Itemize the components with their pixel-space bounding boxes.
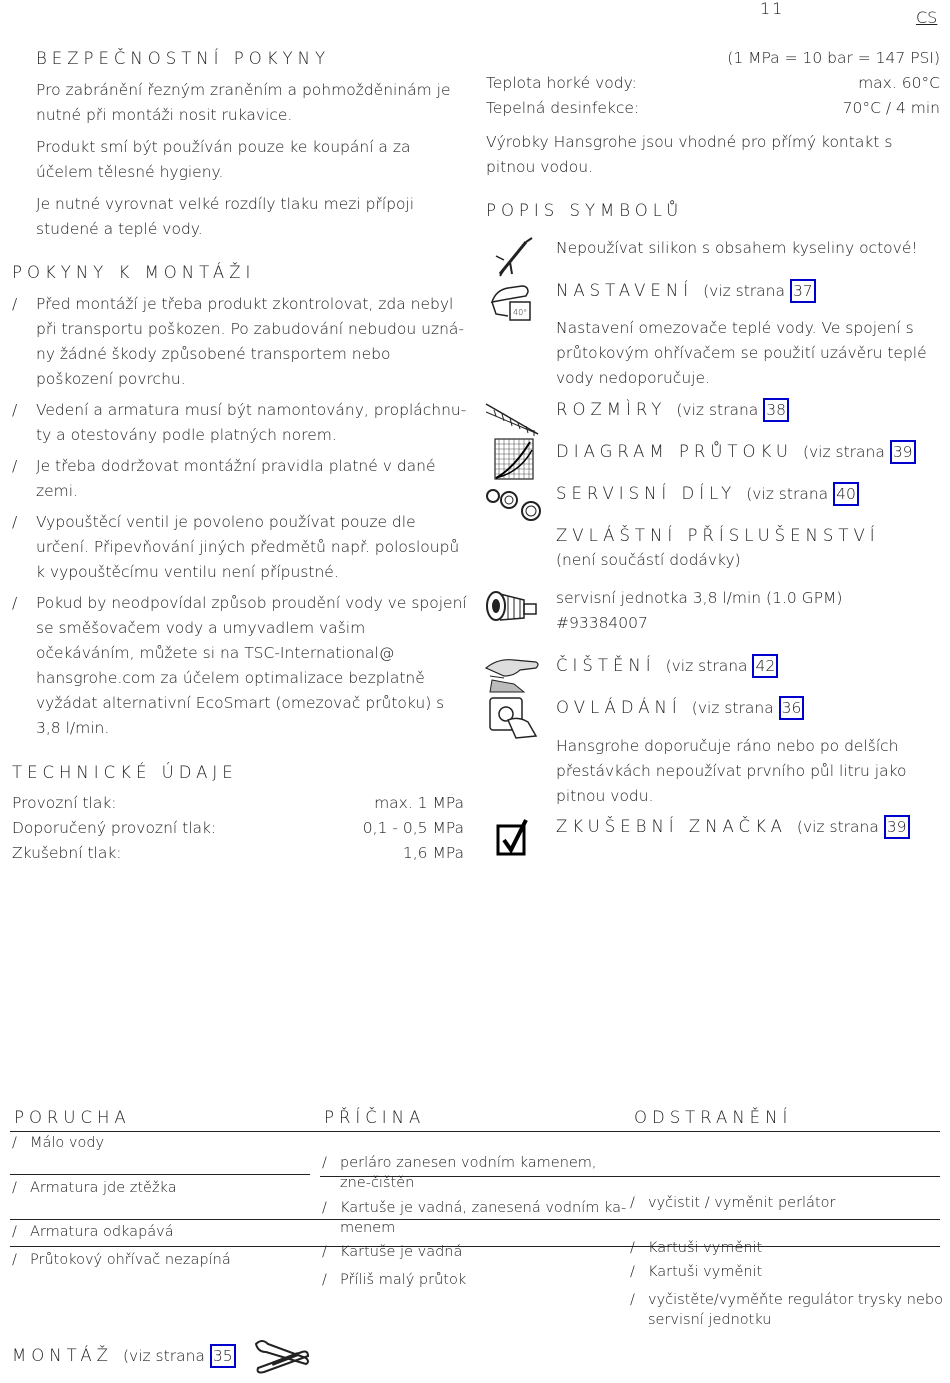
flow-row bbox=[556, 439, 916, 465]
viz-label: (viz strana bbox=[691, 699, 774, 717]
safety-heading: BEZPEČNOSTNÍ POKYNY bbox=[36, 49, 331, 68]
tech-value: 0,1 - 0,5 MPa bbox=[362, 819, 464, 837]
tech-row bbox=[486, 71, 940, 96]
list-item: / Je třeba dodržovat montážní pravidla platné v dané zemi. bbox=[12, 457, 436, 500]
cause-text: perláro zanesen vodním kamenem, zne-čištěn bbox=[340, 1155, 597, 1191]
service-parts-icon bbox=[484, 484, 544, 524]
tech-heading: TECHNICKÉ ÚDAJE bbox=[12, 763, 238, 782]
safety-paragraph: Je nutné vyrovnat velké rozdíly tlaku mezi přípoji studené a teplé vody. bbox=[36, 195, 415, 238]
setting-title: NASTAVENÍ bbox=[556, 281, 694, 300]
page-ref-link[interactable]: 38 bbox=[763, 398, 789, 422]
test-mark-title: ZKUŠEBNÍ ZNAČKA bbox=[556, 817, 787, 836]
flow-diagram-icon bbox=[494, 438, 534, 480]
page-ref-link[interactable]: 42 bbox=[752, 654, 778, 678]
divider bbox=[320, 1176, 940, 1177]
page-ref-link[interactable]: 37 bbox=[790, 279, 816, 303]
tech-row bbox=[486, 96, 940, 121]
page-ref-link[interactable]: 39 bbox=[890, 440, 916, 464]
setting-text: Nastavení omezovače teplé vody. Ve spojení s průtokovým ohřívačem se použití uzávěru teplé vody nedoporučuje. bbox=[556, 319, 927, 387]
pressure-conversion: (1 MPa = 10 bar = 147 PSI) bbox=[727, 49, 940, 67]
fault-text: Málo vody bbox=[30, 1135, 105, 1151]
tech-label: Doporučený provozní tlak: bbox=[12, 819, 217, 837]
service-unit-line2: #93384007 bbox=[556, 614, 648, 632]
tech-continued bbox=[486, 46, 940, 180]
viz-label: (viz strana bbox=[665, 657, 748, 675]
cause-cell: / Kartuše je vadná, zanesená vodním ka-menem bbox=[322, 1200, 627, 1236]
assembly-title: MONTÁŽ bbox=[12, 1346, 113, 1365]
list-item: / Před montáží je třeba produkt zkontrolovat, zda nebyl při transportu poškozen. Po zabudování nebudou uzná-ny žádné škody způsobené transportem nebo poškození povrchu. bbox=[12, 295, 464, 388]
tech-table bbox=[12, 791, 464, 866]
tech-value: 70°C / 4 min bbox=[842, 99, 940, 117]
aerator-icon bbox=[484, 588, 544, 632]
operation-title: OVLÁDÁNÍ bbox=[556, 698, 682, 717]
hand-adjust-icon bbox=[488, 280, 538, 324]
viz-label: (viz strana bbox=[676, 401, 759, 419]
remedy-text: Kartuši vyměnit bbox=[648, 1264, 763, 1280]
list-item: / Vypouštěcí ventil je povoleno používat pouze dle určení. Připevňování jiných předmětů např. polosloupů k vypouštěcímu ventilu není přípustné. bbox=[12, 513, 460, 581]
tech-label: Provozní tlak: bbox=[12, 794, 117, 812]
tech-row bbox=[12, 816, 464, 841]
tech-row bbox=[12, 841, 464, 866]
fault-text: Armatura jde ztěžka bbox=[30, 1180, 177, 1196]
list-item: / Vedení a armatura musí být namontovány, propláchnu-ty a otestovány podle platných norem. bbox=[12, 401, 467, 444]
assembly-row bbox=[12, 1343, 236, 1369]
safety-paragraph: Produkt smí být používán pouze ke koupání a za účelem tělesné hygieny. bbox=[36, 138, 411, 181]
remedy-cell: / Kartuši vyměnit bbox=[630, 1240, 763, 1256]
cleaning-hand-icon bbox=[484, 654, 542, 694]
fault-text: Průtokový ohřívač nezapíná bbox=[30, 1252, 231, 1268]
service-unit-line1: servisní jednotka 3,8 l/min (1.0 GPM) bbox=[556, 589, 843, 607]
remedy-text: vyčistěte/vyměňte regulátor trysky nebo servisní jednotku bbox=[648, 1292, 943, 1328]
operation-text: Hansgrohe doporučuje ráno nebo po delších přestávkách nepoužívat prvního půl litru jako pitnou vodu. bbox=[556, 737, 907, 805]
remedy-text: vyčistit / vyměnit perlátor bbox=[648, 1195, 836, 1211]
dimensions-row bbox=[556, 397, 789, 423]
list-item-text: Je třeba dodržovat montážní pravidla platné v dané zemi. bbox=[36, 457, 436, 500]
service-row bbox=[556, 481, 859, 507]
page-ref-link[interactable]: 35 bbox=[210, 1344, 236, 1368]
flow-title: DIAGRAM PRŮTOKU bbox=[556, 442, 793, 461]
viz-label: (viz strana bbox=[703, 282, 785, 300]
page-ref-link[interactable]: 40 bbox=[833, 482, 859, 506]
accessories-subtitle: (není součástí dodávky) bbox=[556, 551, 741, 569]
cleaning-row bbox=[556, 653, 778, 679]
page-number: 11 bbox=[760, 0, 785, 18]
cause-text: Kartuše je vadná bbox=[340, 1244, 463, 1260]
wrench-icon bbox=[252, 1336, 312, 1376]
silicone-warning: Nepoužívat silikon s obsahem kyseliny octové! bbox=[556, 239, 918, 257]
remedy-text: Kartuši vyměnit bbox=[648, 1240, 763, 1256]
drinking-water-note: Výrobky Hansgrohe jsou vhodné pro přímý kontakt s pitnou vodou. bbox=[486, 133, 893, 176]
mounting-list bbox=[12, 292, 468, 747]
cleaning-title: ČIŠTĚNÍ bbox=[556, 656, 656, 675]
cause-cell: / Kartuše je vadná bbox=[322, 1244, 463, 1260]
trouble-header-cause: PŘÍČINA bbox=[324, 1108, 426, 1127]
silicone-gun-icon bbox=[490, 236, 536, 278]
mounting-heading: POKYNY K MONTÁŽI bbox=[12, 263, 256, 282]
list-item-text: Vedení a armatura musí být namontovány, propláchnu-ty a otestovány podle platných norem. bbox=[36, 401, 467, 444]
remedy-cell: / vyčistit / vyměnit perlátor bbox=[630, 1195, 836, 1211]
safety-paragraphs bbox=[36, 78, 464, 242]
operation-hand-icon bbox=[488, 696, 540, 740]
divider bbox=[10, 1131, 940, 1132]
divider bbox=[10, 1246, 940, 1247]
cause-cell: / perláro zanesen vodním kamenem, zne-čištěn bbox=[322, 1155, 597, 1191]
cause-cell: / Příliš malý průtok bbox=[322, 1272, 467, 1288]
setting-row bbox=[556, 278, 816, 304]
viz-label: (viz strana bbox=[122, 1347, 205, 1365]
list-item-text: Před montáží je třeba produkt zkontrolovat, zda nebyl při transportu poškozen. Po zabudování nebudou uzná-ny žádné škody způsobené transportem nebo poškození povrchu. bbox=[36, 295, 464, 388]
remedy-cell: / Kartuši vyměnit bbox=[630, 1264, 763, 1280]
service-unit bbox=[556, 586, 842, 636]
operation-row bbox=[556, 695, 804, 721]
fault-cell: / Průtokový ohřívač nezapíná bbox=[12, 1252, 231, 1268]
list-item-text: Pokud by neodpovídal způsob proudění vody ve spojení se směšovačem vody a umyvadlem vašim očekáváním, můžete si na TSC-International@ hansgrohe.com za účelem optimalizace bezplatně vyžádat alternativní EcoSmart (omezovač průtoku) s 3,8 l/min. bbox=[36, 594, 467, 737]
viz-label: (viz strana bbox=[802, 443, 885, 461]
page-ref-link[interactable]: 39 bbox=[884, 815, 910, 839]
fault-text: Armatura odkapává bbox=[30, 1224, 174, 1240]
test-mark-row bbox=[556, 814, 910, 840]
checkbox-icon bbox=[496, 818, 530, 858]
fault-cell: / Málo vody bbox=[12, 1135, 105, 1151]
fault-cell: / Armatura odkapává bbox=[12, 1224, 174, 1240]
cause-text: Příliš malý průtok bbox=[340, 1272, 467, 1288]
remedy-cell: / vyčistěte/vyměňte regulátor trysky nebo servisní jednotku bbox=[630, 1292, 943, 1328]
accessories-row bbox=[556, 523, 880, 573]
divider bbox=[10, 1174, 310, 1175]
tech-label: Zkušební tlak: bbox=[12, 844, 122, 862]
tech-value: max. 1 MPa bbox=[374, 794, 464, 812]
tech-value: 1,6 MPa bbox=[402, 844, 464, 862]
language-tag: CS bbox=[916, 8, 938, 27]
page-ref-link[interactable]: 36 bbox=[779, 696, 805, 720]
table-row bbox=[10, 1250, 943, 1330]
dimensions-title: ROZMÌRY bbox=[556, 400, 667, 419]
divider bbox=[10, 1219, 940, 1220]
viz-label: (viz strana bbox=[746, 485, 829, 503]
accessories-title: ZVLÁŠTNÍ PŘÍSLUŠENSTVÍ bbox=[556, 526, 880, 545]
list-item-text: Vypouštěcí ventil je povoleno používat pouze dle určení. Připevňování jiných předmětů např. polosloupů k vypouštěcímu ventilu není přípustné. bbox=[36, 513, 460, 581]
symbols-heading: POPIS SYMBOLŮ bbox=[486, 201, 684, 220]
list-item: / Pokud by neodpovídal způsob proudění vody ve spojení se směšovačem vody a umyvadlem vašim očekáváním, můžete si na TSC-International@ hansgrohe.com za účelem optimalizace bezplatně vyžádat alternativní EcoSmart (omezovač průtoku) s 3,8 l/min. bbox=[12, 594, 467, 737]
cause-text: Kartuše je vadná, zanesená vodním ka-menem bbox=[340, 1200, 627, 1236]
trouble-header-remedy: ODSTRANĚNÍ bbox=[634, 1108, 793, 1127]
icon-value: 40° bbox=[513, 308, 528, 317]
fault-cell: / Armatura jde ztěžka bbox=[12, 1180, 177, 1196]
viz-label: (viz strana bbox=[796, 818, 879, 836]
safety-paragraph: Pro zabránění řezným zraněním a pohmožděninám je nutné při montáži nosit rukavice. bbox=[36, 81, 451, 124]
tech-label: Tepelná desinfekce: bbox=[486, 99, 640, 117]
service-title: SERVISNÍ DÍLY bbox=[556, 484, 737, 503]
tech-label: Teplota horké vody: bbox=[486, 74, 637, 92]
tech-row bbox=[12, 791, 464, 816]
trouble-header-fault: PORUCHA bbox=[14, 1108, 131, 1127]
ruler-icon bbox=[484, 400, 542, 438]
tech-value: max. 60°C bbox=[858, 74, 940, 92]
